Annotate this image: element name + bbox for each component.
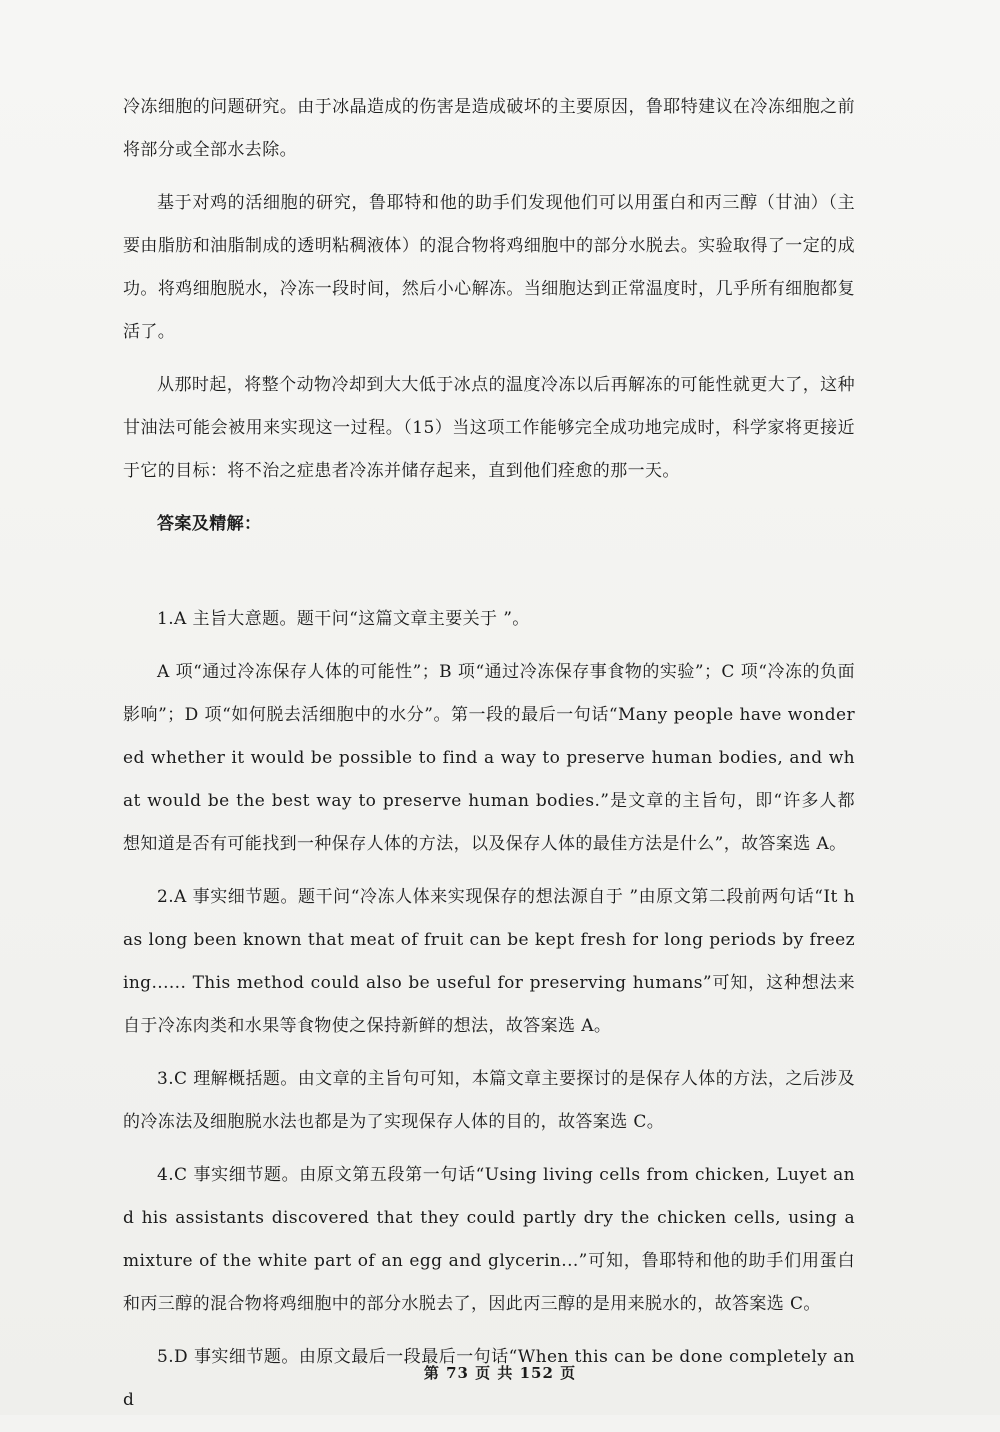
passage-paragraph-1: 冷冻细胞的问题研究。由于冰晶造成的伤害是造成破坏的主要原因，鲁耶特建议在冷冻细胞之前将部分或全部水去除。: [123, 97, 855, 160]
answer-4: 4.C 事实细节题。由原文第五段第一句话“Using living cells from chicken, Luyet and his assistants discovered that they could partly dry the chicken cells, using a mixture of the white part of an egg and glycerin...”可知，鲁耶特和他的助手们用蛋白和丙三醇的混合物将鸡细胞中的部分水脱去了，因此丙三醇的是用来脱水的，故答案选 C。: [123, 1165, 855, 1314]
passage-paragraph-2: 基于对鸡的活细胞的研究，鲁耶特和他的助手们发现他们可以用蛋白和丙三醇（甘油）（主要由脂肪和油脂制成的透明粘稠液体）的混合物将鸡细胞中的部分水脱去。实验取得了一定的成功。将鸡细胞脱水，冷冻一段时间，然后小心解冻。当细胞达到正常温度时，几乎所有细胞都复活了。: [123, 193, 855, 342]
passage-paragraph-3: 从那时起，将整个动物冷却到大大低于冰点的温度冷冻以后再解冻的可能性就更大了，这种甘油法可能会被用来实现这一过程。（15）当这项工作能够完全成功地完成时，科学家将更接近于它的目标：将不治之症患者冷冻并储存起来，直到他们痊愈的那一天。: [123, 375, 855, 481]
answer-1: 1.A 主旨大意题。题干问“这篇文章主要关于 ”。: [157, 609, 530, 629]
answer-2: 2.A 事实细节题。题干问“冷冻人体来实现保存的想法源自于 ”由原文第二段前两句话“It has long been known that meat of fruit can be kept fresh for long periods by freezing...... This method could also be useful for preserving humans”可知，这种想法来自于冷冻肉类和水果等食物使之保持新鲜的想法，故答案选 A。: [123, 887, 855, 1036]
page-body: [123, 86, 855, 1432]
answer-1-explanation: A 项“通过冷冻保存人体的可能性”；B 项“通过冷冻保存事食物的实验”；C 项“冷冻的负面影响”；D 项“如何脱去活细胞中的水分”。第一段的最后一句话“Many people have wondered whether it would be possible to find a way to preserve human bodies, and what would be the best way to preserve human bodies.”是文章的主旨句，即“许多人都想知道是否有可能找到一种保存人体的方法，以及保存人体的最佳方法是什么”，故答案选 A。: [123, 662, 855, 854]
answer-5: 5.D 事实细节题。由原文最后一段最后一句话“When this can be done completely and: [123, 1347, 855, 1410]
answer-3: 3.C 理解概括题。由文章的主旨句可知，本篇文章主要探讨的是保存人体的方法，之后涉及的冷冻法及细胞脱水法也都是为了实现保存人体的目的，故答案选 C。: [123, 1069, 855, 1132]
section-gap: [123, 546, 855, 598]
answers-heading: 答案及精解：: [157, 514, 262, 534]
page-number-footer: 第 73 页 共 152 页: [423, 1364, 577, 1382]
